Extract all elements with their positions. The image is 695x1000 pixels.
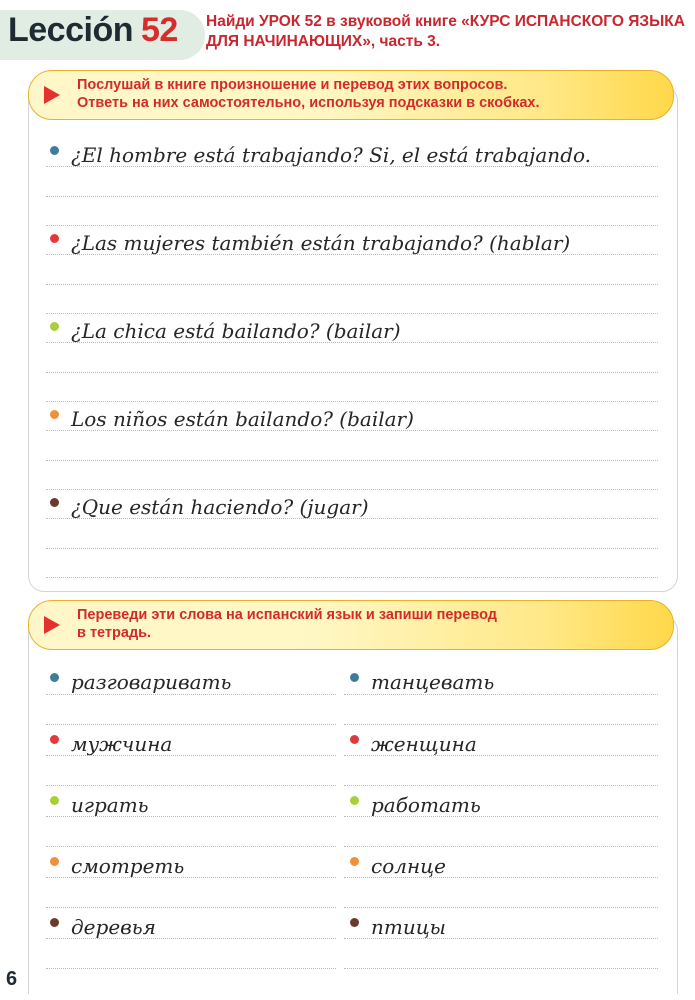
word-item xyxy=(50,854,184,878)
ruled-line xyxy=(46,313,658,314)
ruled-line xyxy=(344,907,658,908)
word-text: мужчина xyxy=(71,732,173,756)
ruled-line xyxy=(46,548,658,549)
lesson-number: 52 xyxy=(140,11,178,49)
lesson-title xyxy=(8,11,178,50)
question-item xyxy=(50,495,369,519)
word-text: птицы xyxy=(371,915,446,939)
play-arrow-icon xyxy=(44,86,60,104)
ruled-line xyxy=(46,460,658,461)
question-text: ¿Que están haciendo? (jugar) xyxy=(71,495,369,519)
ruled-line xyxy=(46,284,658,285)
word-text: смотреть xyxy=(71,854,185,878)
word-text: женщина xyxy=(371,732,477,756)
ruled-line xyxy=(46,938,336,939)
bullet-dot xyxy=(50,234,59,243)
word-item xyxy=(50,793,149,817)
word-item xyxy=(50,670,231,694)
ruled-line xyxy=(46,755,336,756)
ruled-line xyxy=(344,694,658,695)
word-item xyxy=(350,793,481,817)
questions-instruction-line-2: Ответь на них самостоятельно, используя подсказки в скобках. xyxy=(77,95,540,111)
bullet-dot xyxy=(50,673,59,682)
question-text: Los niños están bailando? (bailar) xyxy=(71,407,414,431)
ruled-line xyxy=(46,907,336,908)
question-item xyxy=(50,319,401,343)
word-text: разговаривать xyxy=(71,670,232,694)
ruled-line xyxy=(46,577,658,578)
lesson-word: Lección xyxy=(8,11,133,49)
question-item xyxy=(50,407,414,431)
ruled-line xyxy=(46,694,336,695)
ruled-line xyxy=(46,968,336,969)
ruled-line xyxy=(46,196,658,197)
bullet-dot xyxy=(50,146,59,155)
bullet-dot xyxy=(50,857,59,866)
word-text: танцевать xyxy=(371,670,495,694)
page-number: 6 xyxy=(6,968,18,990)
ruled-line xyxy=(46,489,658,490)
ruled-line xyxy=(344,938,658,939)
questions-instruction-text xyxy=(77,76,667,112)
words-instruction-line-1: Переведи эти слова на испанский язык и запиши перевод xyxy=(77,607,497,623)
question-item xyxy=(50,143,591,167)
bullet-dot xyxy=(50,735,59,744)
word-text: работать xyxy=(371,793,481,817)
word-text: играть xyxy=(71,793,149,817)
words-instruction-banner xyxy=(28,600,674,650)
bullet-dot xyxy=(350,796,359,805)
ruled-line xyxy=(344,968,658,969)
bullet-dot xyxy=(350,735,359,744)
ruled-line xyxy=(344,755,658,756)
ruled-line xyxy=(344,816,658,817)
bullet-dot xyxy=(50,498,59,507)
ruled-line xyxy=(46,724,336,725)
ruled-line xyxy=(46,401,658,402)
ruled-line xyxy=(46,877,336,878)
word-item xyxy=(50,915,156,939)
ruled-line xyxy=(46,372,658,373)
ruled-line xyxy=(344,785,658,786)
ruled-line xyxy=(46,254,658,255)
ruled-line xyxy=(344,846,658,847)
ruled-line xyxy=(46,225,658,226)
question-item xyxy=(50,231,570,255)
bullet-dot xyxy=(50,410,59,419)
ruled-line xyxy=(46,166,658,167)
word-text: деревья xyxy=(71,915,156,939)
ruled-line xyxy=(344,724,658,725)
lesson-instruction: Найди УРОК 52 в звуковой книге «КУРС ИСПАНСКОГО ЯЗЫКА ДЛЯ НАЧИНАЮЩИХ», часть 3. xyxy=(206,13,685,50)
ruled-line xyxy=(46,518,658,519)
bullet-dot xyxy=(50,796,59,805)
question-text: ¿El hombre está trabajando? Si, el está trabajando. xyxy=(71,143,592,167)
ruled-line xyxy=(46,785,336,786)
word-text: солнце xyxy=(371,854,446,878)
ruled-line xyxy=(46,846,336,847)
questions-instruction-banner xyxy=(28,70,674,120)
questions-instruction-line-1: Послушай в книге произношение и перевод этих вопросов. xyxy=(77,77,508,93)
ruled-line xyxy=(46,430,658,431)
word-item xyxy=(350,854,446,878)
bullet-dot xyxy=(50,918,59,927)
words-instruction-text xyxy=(77,606,667,642)
word-item xyxy=(350,915,446,939)
word-item xyxy=(50,732,172,756)
question-text: ¿Las mujeres también están trabajando? (hablar) xyxy=(71,231,571,255)
word-item xyxy=(350,670,494,694)
question-text: ¿La chica está bailando? (bailar) xyxy=(71,319,401,343)
bullet-dot xyxy=(350,673,359,682)
bullet-dot xyxy=(350,857,359,866)
ruled-line xyxy=(46,816,336,817)
ruled-line xyxy=(46,342,658,343)
play-arrow-icon xyxy=(44,616,60,634)
bullet-dot xyxy=(50,322,59,331)
bullet-dot xyxy=(350,918,359,927)
ruled-line xyxy=(344,877,658,878)
words-instruction-line-2: в тетрадь. xyxy=(77,625,152,641)
word-item xyxy=(350,732,477,756)
